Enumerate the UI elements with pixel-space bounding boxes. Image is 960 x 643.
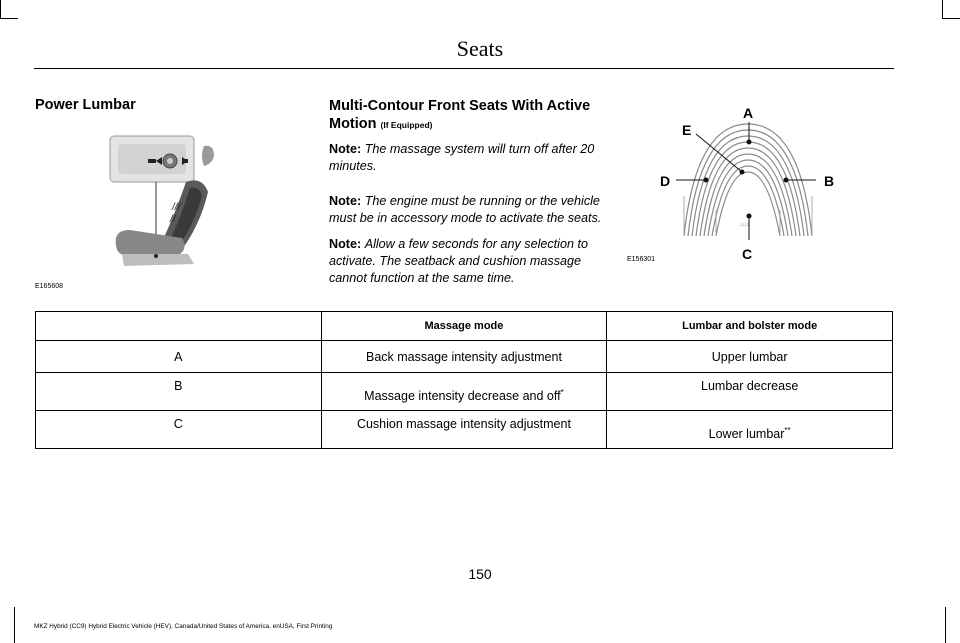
table-row (36, 373, 893, 411)
table-cell-massage (321, 341, 607, 373)
table-cell-lumbar (607, 341, 893, 373)
column-header: Massage mode (321, 312, 607, 341)
diagram-label-b: B (824, 173, 835, 189)
diagram-label-e: E (682, 122, 692, 138)
footer-text: MKZ Hybrid (CC9) Hybrid Electric Vehicle (HEV), Canada/United States of America, enUSA, First Printing (34, 623, 333, 630)
table-cell-massage (321, 373, 607, 411)
crop-mark (14, 607, 15, 643)
table-row (36, 411, 893, 449)
crop-mark (0, 18, 18, 19)
page-title: Seats (456, 36, 504, 61)
table-row (36, 341, 893, 373)
section-title-power-lumbar: Power Lumbar (35, 97, 136, 113)
cell-text: Cushion massage intensity adjustment (356, 417, 571, 431)
header-divider (34, 68, 894, 69)
figure-id: E156301 (627, 256, 656, 263)
table-header-row (36, 312, 893, 341)
svg-text://: // (170, 214, 176, 225)
cell-text: Lumbar decrease (701, 379, 799, 393)
massage-zone-diagram (648, 100, 838, 265)
diagram-label-c: C (742, 246, 753, 262)
table-cell-key: A (36, 341, 322, 373)
svg-text:-2 | 3-: -2 | 3- (740, 222, 751, 227)
column-header (36, 312, 322, 341)
page-number: 150 (468, 566, 492, 582)
crop-mark (945, 607, 946, 643)
table-cell-lumbar (607, 411, 893, 449)
section-title-multi-contour (329, 97, 604, 134)
note-engine-running (329, 193, 604, 227)
cell-text: Upper lumbar (711, 349, 788, 364)
footnote-mark: * (560, 387, 564, 397)
cell-text: Back massage intensity adjustment (365, 349, 562, 364)
power-lumbar-seat-illustration (108, 134, 220, 274)
crop-mark (942, 18, 960, 19)
massage-mode-table (35, 311, 893, 449)
note-text: The engine must be running or the vehicle must be in accessory mode to activate the seats. (329, 194, 602, 225)
if-equipped-note: (If Equipped) (380, 120, 433, 130)
cell-text: Massage intensity decrease and off (364, 389, 561, 403)
note-text: Allow a few seconds for any selection to activate. The seatback and cushion massage cannot function at the same time. (329, 237, 588, 285)
diagram-label-a: A (743, 105, 754, 121)
column-header: Lumbar and bolster mode (607, 312, 893, 341)
figure-id: E165608 (35, 283, 64, 290)
note-selection-delay (329, 236, 604, 287)
note-label: Note: (329, 194, 362, 208)
table-cell-massage (321, 411, 607, 449)
table-cell-lumbar (607, 373, 893, 411)
note-massage-timeout (329, 141, 604, 175)
crop-mark (942, 0, 943, 18)
section-title-text: Multi-Contour Front Seats With Active Motion (329, 98, 591, 132)
note-text: The massage system will turn off after 20 minutes. (329, 142, 595, 173)
diagram-label-d: D (660, 173, 671, 189)
cell-text: Lower lumbar (708, 427, 785, 441)
crop-mark (0, 0, 1, 18)
table-cell-key: B (36, 373, 322, 411)
table-cell-key: C (36, 411, 322, 449)
note-label: Note: (329, 237, 362, 251)
footnote-mark: ** (784, 425, 791, 435)
note-label: Note: (329, 142, 362, 156)
svg-text:///: /// (172, 202, 181, 213)
